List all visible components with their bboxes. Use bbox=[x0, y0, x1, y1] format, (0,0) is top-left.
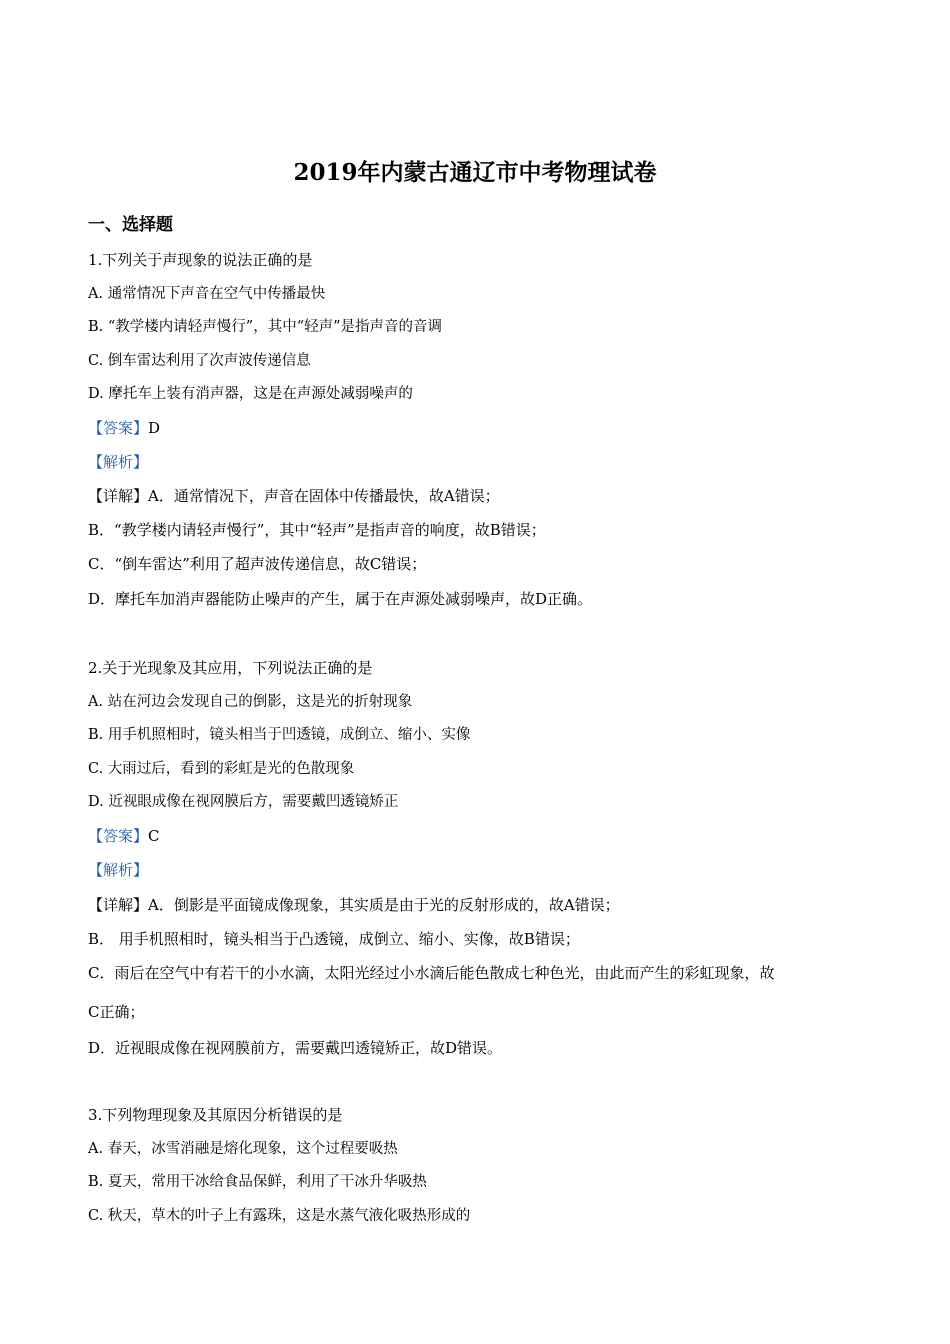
question-2-detail-3-cont: C正确； bbox=[88, 1003, 145, 1021]
question-2-detail-4: D．近视眼成像在视网膜前方，需要戴凹透镜矫正，故D错误。 bbox=[88, 1039, 503, 1057]
question-1-detail-3: C．“倒车雷达”利用了超声波传递信息，故C错误； bbox=[88, 555, 427, 573]
question-1-option-b: B. “教学楼内请轻声慢行”，其中“轻声”是指声音的音调 bbox=[88, 319, 443, 335]
answer-label: 【答案】 bbox=[88, 419, 149, 437]
question-3-option-a: A. 春天，冰雪消融是熔化现象，这个过程要吸热 bbox=[88, 1141, 398, 1157]
question-3-option-c: C. 秋天，草木的叶子上有露珠，这是水蒸气液化吸热形成的 bbox=[88, 1208, 471, 1224]
question-1-option-d: D. 摩托车上装有消声器，这是在声源处减弱噪声的 bbox=[88, 386, 413, 402]
question-2-option-c: C. 大雨过后，看到的彩虹是光的色散现象 bbox=[88, 761, 355, 777]
answer-value: D bbox=[148, 419, 161, 437]
question-3-stem: 3.下列物理现象及其原因分析错误的是 bbox=[88, 1106, 343, 1124]
question-1-detail-1: 【详解】A．通常情况下，声音在固体中传播最快，故A错误； bbox=[88, 487, 500, 505]
section-heading: 一、选择题 bbox=[88, 215, 173, 235]
question-2-option-a: A. 站在河边会发现自己的倒影，这是光的折射现象 bbox=[88, 694, 413, 710]
question-1-option-c: C. 倒车雷达利用了次声波传递信息 bbox=[88, 353, 311, 369]
question-1-option-a: A. 通常情况下声音在空气中传播最快 bbox=[88, 286, 326, 302]
question-1-stem: 1.下列关于声现象的说法正确的是 bbox=[88, 251, 313, 269]
question-1-analysis-label: 【解析】 bbox=[88, 453, 149, 471]
question-2-detail-1: 【详解】A．倒影是平面镜成像现象，其实质是由于光的反射形成的，故A错误； bbox=[88, 896, 620, 914]
document-title: 2019年内蒙古通辽市中考物理试卷 bbox=[293, 159, 657, 186]
answer-label: 【答案】 bbox=[88, 827, 149, 845]
question-2-detail-3: C．雨后在空气中有若干的小水滴，太阳光经过小水滴后能色散成七种色光，由此而产生的彩虹现象，故 bbox=[88, 964, 775, 982]
question-1-answer bbox=[88, 417, 160, 439]
question-1-detail-4: D．摩托车加消声器能防止噪声的产生，属于在声源处减弱噪声，故D正确。 bbox=[88, 590, 593, 608]
question-2-option-d: D. 近视眼成像在视网膜后方，需要戴凹透镜矫正 bbox=[88, 794, 399, 810]
question-1-detail-2: B．“教学楼内请轻声慢行”，其中“轻声”是指声音的响度，故B错误； bbox=[88, 521, 546, 539]
question-2-answer bbox=[88, 825, 160, 847]
answer-value: C bbox=[148, 827, 160, 845]
question-2-analysis-label: 【解析】 bbox=[88, 861, 149, 879]
question-3-option-b: B. 夏天，常用干冰给食品保鲜，利用了干冰升华吸热 bbox=[88, 1174, 427, 1190]
question-2-stem: 2.关于光现象及其应用，下列说法正确的是 bbox=[88, 659, 373, 677]
question-2-detail-2: B． 用手机照相时，镜头相当于凸透镜，成倒立、缩小、实像，故B错误； bbox=[88, 930, 580, 948]
question-2-option-b: B. 用手机照相时，镜头相当于凹透镜，成倒立、缩小、实像 bbox=[88, 727, 471, 743]
